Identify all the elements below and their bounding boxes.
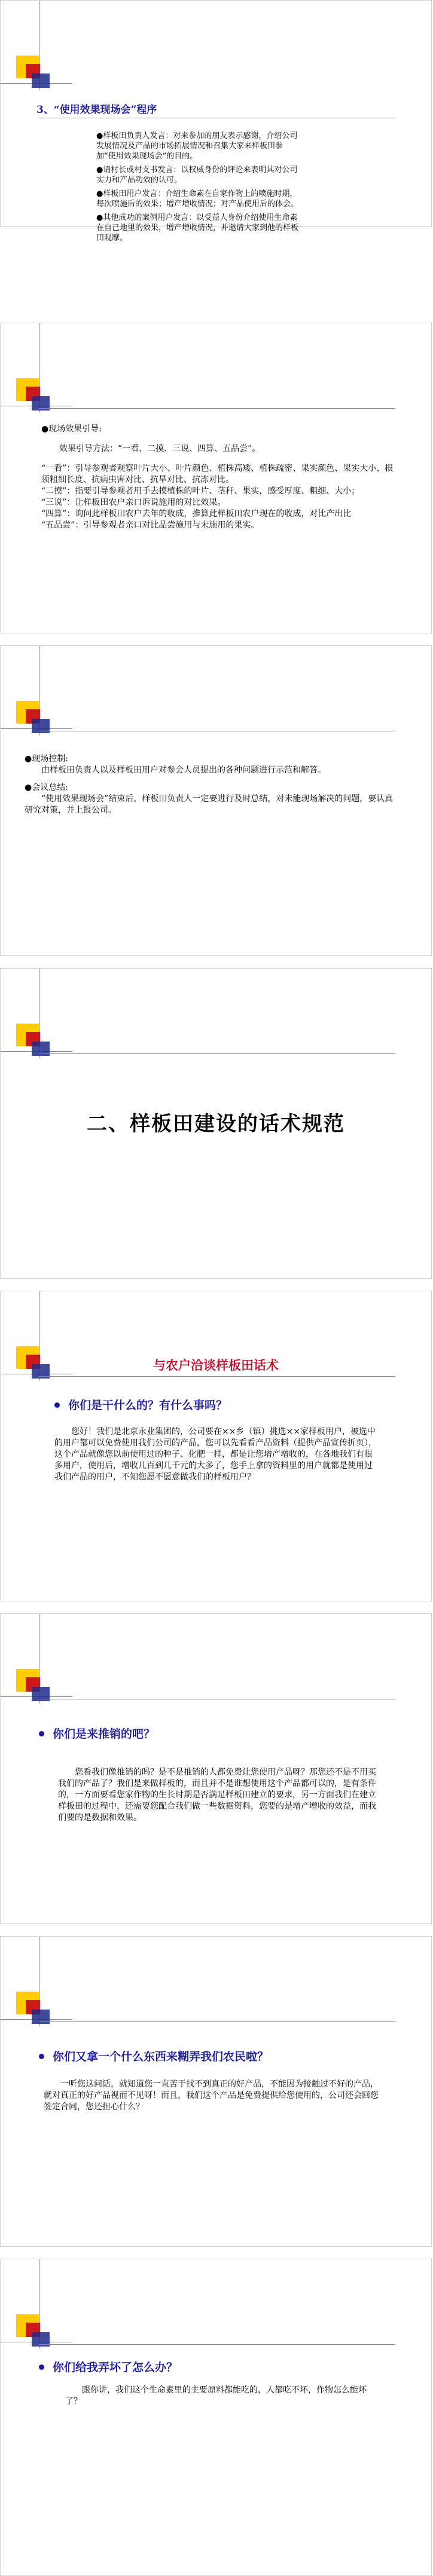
title-divider [39, 2344, 395, 2345]
program-item: ●样板田用户发言：介绍生命素在自家作物上的喷施时期，每次喷施后的效果；增产增收情况；对产品使用后的体会。 [96, 189, 299, 209]
corner-decoration [1, 323, 72, 413]
corner-decoration [1, 969, 72, 1058]
question-text: 你们是干什么的？有什么事吗？ [68, 1399, 228, 1412]
slide-script-4 [0, 2259, 432, 2576]
program-list [96, 131, 300, 247]
slide-script-3 [0, 1936, 432, 2247]
guidance-item: “二摸”：指要引导参观者用手去摸植株的叶片、茎秆、果实，感受厚度、粗细、大小； [41, 486, 360, 496]
slide-guidance [0, 323, 432, 633]
slide-program [0, 0, 432, 243]
question [39, 2358, 178, 2375]
guidance-item: “一看”：引导参观者观察叶片大小、叶片颜色、植株高矮、植株疏密、果实颜色、果实大小、根须粗细长度、抗病虫害对比、抗旱对比、抗冻对比。 [41, 464, 394, 485]
script-title: 与农户洽谈样板田话术 [153, 1358, 279, 1373]
slide-script-1 [0, 1291, 432, 1601]
slide-section-title [0, 968, 432, 1279]
control-list [25, 753, 395, 820]
answer-text: 跟你讲，我们这个生命素里的主要原料都能吃的，人都吃不坏，作物怎么能坏了？ [65, 2385, 367, 2406]
corner-decoration [1, 646, 72, 736]
answer-text: 您看我们像推销的吗？是不是推销的人都免费让您使用产品呀？那您还不是不用买我们的产品了？我们是来做样板的，而且并不是谁想使用这个产品都可以的，是有条件的，一方面要看您家作物的生长时期是否满足样板田建立的要求，另一方面我们在建立样板田的过程中，还需要您配合我们做一些数据资料，您要的是增产增收的效益，而我们要的是数据和效果。 [58, 1768, 376, 1823]
control-text: 由样板田负责人以及样板田用户对参会人员提出的各种问题进行示范和解答。 [41, 765, 326, 775]
slide-title: 3、“使用效果现场会”程序 [36, 104, 157, 116]
guidance-item: “五品尝”：引导参观者亲口对比品尝施用与未施用的果实。 [41, 520, 260, 530]
guidance-method: 效果引导方法：“一看、二摸、三说、四算、五品尝”。 [59, 444, 261, 454]
title-divider [39, 1053, 395, 1054]
guidance-list [41, 424, 400, 531]
title-divider [39, 408, 395, 409]
question [54, 1396, 227, 1413]
guidance-heading: ●现场效果引导: [41, 424, 102, 434]
summary-heading: ●会议总结: [25, 783, 68, 792]
control-heading: ●现场控制: [25, 754, 68, 764]
title-divider [39, 1376, 395, 1377]
bullet-icon [39, 1731, 44, 1736]
corner-decoration [1, 1, 72, 90]
bullet-icon [54, 1402, 60, 1408]
corner-decoration [1, 2259, 72, 2349]
answer-text: 您好！我们是北京永业集团的，公司要在××乡（镇）挑选××家样板用户，被选中的用户都可以免费使用我们公司的产品，您可以先看看产品资料（提供产品宣传折页），这个产品就像您以前使用过的种子、化肥一样，都是让您增产增收的，在各地我们有很多用户，使用后，增收几百到几千元的大多了，您手上拿的资料里的用户就都是使用过我们产品的用户，不知您愿不愿意做我们的样板用户？ [54, 1427, 377, 1482]
program-item: ●样板田负责人发言：对来参加的朋友表示感谢，介绍公司发展情况及产品的市场拓展情况和召集大家来样板田参加“使用效果现场会”的目的。 [96, 131, 298, 161]
section-title: 二、样板田建设的话术规范 [87, 1112, 345, 1136]
guidance-item: “四算”：询问此样板田农户去年的收成，推算此样板田农户现在的收成，对比产出比 [41, 509, 352, 519]
slide-control [0, 645, 432, 956]
program-item: ●请村长或村支书发言：以权威身份的评论来表明其对公司实力和产品功效的认可。 [96, 166, 298, 185]
bullet-icon [39, 2364, 44, 2370]
corner-decoration [1, 1614, 72, 1704]
corner-decoration [1, 1937, 72, 2026]
question [39, 1725, 155, 1741]
question-text: 你们给我弄坏了怎么办？ [53, 2361, 178, 2374]
bullet-icon [39, 2054, 44, 2059]
question [39, 2048, 269, 2064]
program-item: ●其他成功的案例用户发言：以受益人身份介绍使用生命素在自己地里的效果，增产增收情况，并邀请大家到他的样板田观摩。 [96, 213, 299, 243]
summary-text: “使用效果现场会”结束后，样板田负责人一定要进行及时总结，对未能现场解决的问题，要认真研究对策，并上报公司。 [25, 794, 394, 815]
answer-text: 一听您这问话，就知道您一直苦于找不到真正的好产品，不能因为接触过不好的产品，就对真正的好产品视而不见呀！而且，我们这个产品是免费提供给您使用的，公司还会回您签定合同，您还担心什么？ [44, 2079, 379, 2112]
question-text: 你们又拿一个什么东西来糊弄我们农民啦？ [53, 2050, 269, 2063]
title-divider [39, 2021, 395, 2022]
slide-script-2 [0, 1613, 432, 1924]
question-text: 你们是来推销的吧？ [53, 1727, 155, 1741]
guidance-item: “三说”：让样板田农户亲口诉说施用的对比效果。 [41, 498, 226, 507]
